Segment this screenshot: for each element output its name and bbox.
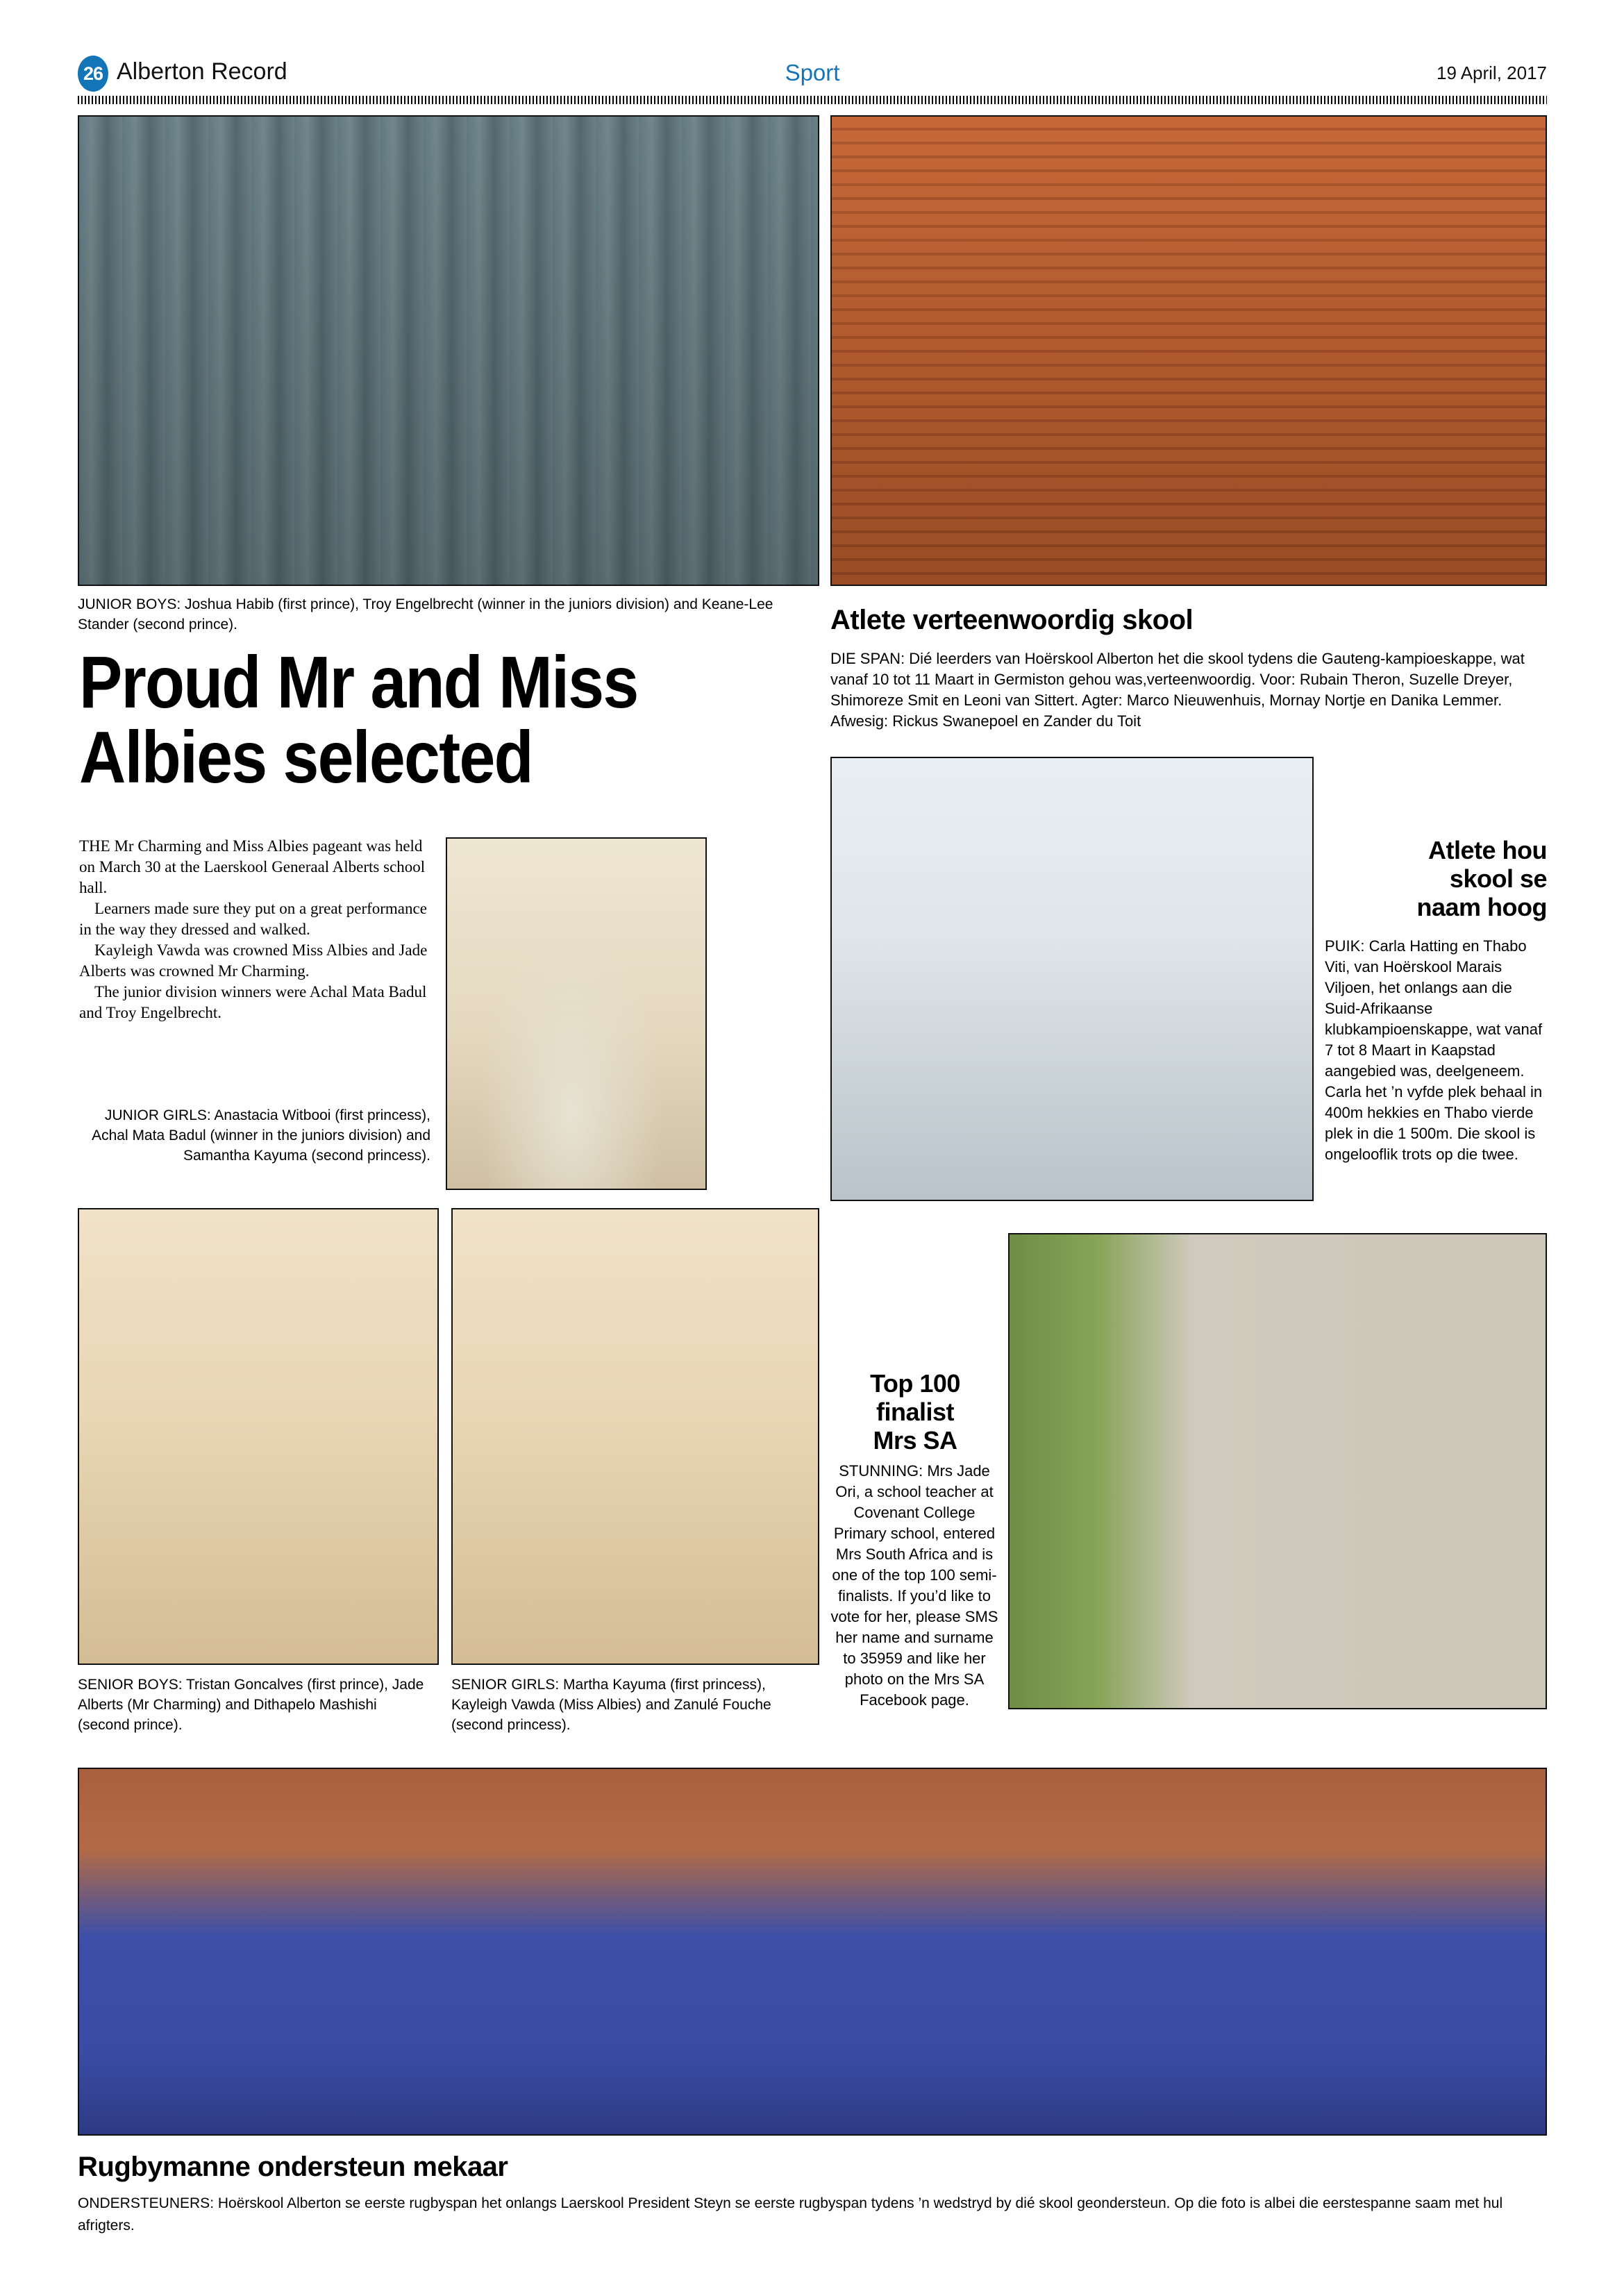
photo-image bbox=[832, 758, 1312, 1200]
caption-atlete-hou-skool: PUIK: Carla Hatting en Thabo Viti, van Hoërskool Marais Viljoen, het onlangs aan die Suid-Afrikaanse klubkampioenskappe, wat vanaf 7 tot 8 Maart in Kaapstad aangebied was, deelgeneem. Carla het ’n vyfde plek behaal in 400m hekkies en Thabo vierde plek in die 1 500m. Die skool is ongelooflik trots op die twee. bbox=[1325, 937, 1543, 1163]
photo-image bbox=[453, 1209, 818, 1664]
photo-senior-boys-pageant bbox=[78, 1208, 439, 1665]
headline-atlete-hou-skool-line-2: skool se bbox=[1449, 864, 1547, 893]
headline-atlete-hou-skool-line-3: naam hoog bbox=[1416, 893, 1547, 921]
pageant-paragraph-4: The junior division winners were Achal Mata Badul and Troy Engelbrecht. bbox=[79, 983, 427, 1021]
photo-image bbox=[79, 1209, 437, 1664]
caption-mrs-sa: STUNNING: Mrs Jade Ori, a school teacher at Covenant College Primary school, entered Mrs South Africa and is one of the top 100 semi-finalists. If you’d like to vote for her, please SMS her name and surname to 35959 and like her photo on the Mrs SA Facebook page. bbox=[830, 1462, 998, 1709]
pageant-paragraph-1: THE Mr Charming and Miss Albies pageant was held on March 30 at the Laerskool Generaal Alberts school hall. bbox=[79, 837, 426, 896]
caption-junior-girls: JUNIOR GIRLS: Anastacia Witbooi (first princess), Achal Mata Badul (winner in the juniors division) and Samantha Kayuma (second princess). bbox=[92, 1107, 430, 1164]
masthead bbox=[78, 57, 1547, 99]
headline-mrs-sa-line-1: Top 100 bbox=[870, 1369, 960, 1398]
headline-mrs-sa-line-2: finalist bbox=[876, 1398, 954, 1426]
caption-rugby: ONDERSTEUNERS: Hoërskool Alberton se eerste rugbyspan het onlangs Laerskool President Steyn se eerste rugbyspan tydens ’n wedstryd by dié skool geondersteun. Op die foto is albei die eerstespanne saam met hul afrigters. bbox=[78, 2195, 1503, 2234]
headline-atlete-hou-skool-line-1: Atlete hou bbox=[1428, 836, 1547, 864]
photo-rugby-teams bbox=[78, 1768, 1547, 2136]
photo-junior-girls-pageant bbox=[446, 837, 707, 1190]
photo-image bbox=[1010, 1234, 1546, 1708]
masthead-rule bbox=[78, 96, 1547, 104]
headline-rugbymanne: Rugbymanne ondersteun mekaar bbox=[78, 2152, 508, 2182]
pageant-paragraph-3: Kayleigh Vawda was crowned Miss Albies and Jade Alberts was crowned Mr Charming. bbox=[79, 941, 428, 980]
pageant-paragraph-2: Learners made sure they put on a great performance in the way they dressed and walked. bbox=[79, 900, 427, 938]
caption-athletics-team: DIE SPAN: Dié leerders van Hoërskool Alberton het die skool tydens die Gauteng-kampioeskappe, wat vanaf 10 tot 11 Maart in Germiston gehou was,verteenwoordig. Voor: Rubain Theron, Suzelle Dreyer, Shimoreze Smit en Leoni van Sittert. Agter: Marco Nieuwenhuis, Mornay Nortje en Danika Lemmer. Afwesig: Rickus Swanepoel en Zander du Toit bbox=[830, 650, 1525, 730]
headline-mrs-sa-line-3: Mrs SA bbox=[873, 1426, 957, 1455]
photo-image bbox=[79, 1769, 1546, 2134]
photo-image bbox=[447, 839, 705, 1189]
photo-junior-boys-pageant bbox=[78, 115, 819, 586]
photo-image bbox=[832, 117, 1546, 585]
caption-junior-boys: JUNIOR BOYS: Joshua Habib (first prince), Troy Engelbrecht (winner in the juniors division) and Keane-Lee Stander (second prince). bbox=[78, 596, 773, 632]
page-number-badge: 26 bbox=[78, 56, 108, 92]
issue-date: 19 April, 2017 bbox=[1436, 62, 1547, 83]
photo-senior-girls-pageant bbox=[451, 1208, 819, 1665]
headline-atlete-verteenwoordig: Atlete verteenwoordig skool bbox=[830, 605, 1194, 635]
photo-image bbox=[79, 117, 818, 585]
section-title: Sport bbox=[785, 60, 840, 85]
pageant-article-body bbox=[79, 836, 435, 1023]
publication-title: Alberton Record bbox=[117, 58, 287, 85]
caption-senior-boys: SENIOR BOYS: Tristan Goncalves (first prince), Jade Alberts (Mr Charming) and Dithapelo Mashishi (second prince). bbox=[78, 1677, 424, 1733]
photo-athletics-team bbox=[830, 115, 1547, 586]
photo-mrs-sa-finalist bbox=[1008, 1233, 1547, 1709]
page-headline-line-1: Proud Mr and Miss bbox=[79, 642, 638, 723]
photo-athletes-stadium bbox=[830, 757, 1314, 1201]
caption-senior-girls: SENIOR GIRLS: Martha Kayuma (first princess), Kayleigh Vawda (Miss Albies) and Zanulé Fouche (second princess). bbox=[451, 1677, 771, 1733]
page-headline-line-2: Albies selected bbox=[79, 717, 533, 798]
